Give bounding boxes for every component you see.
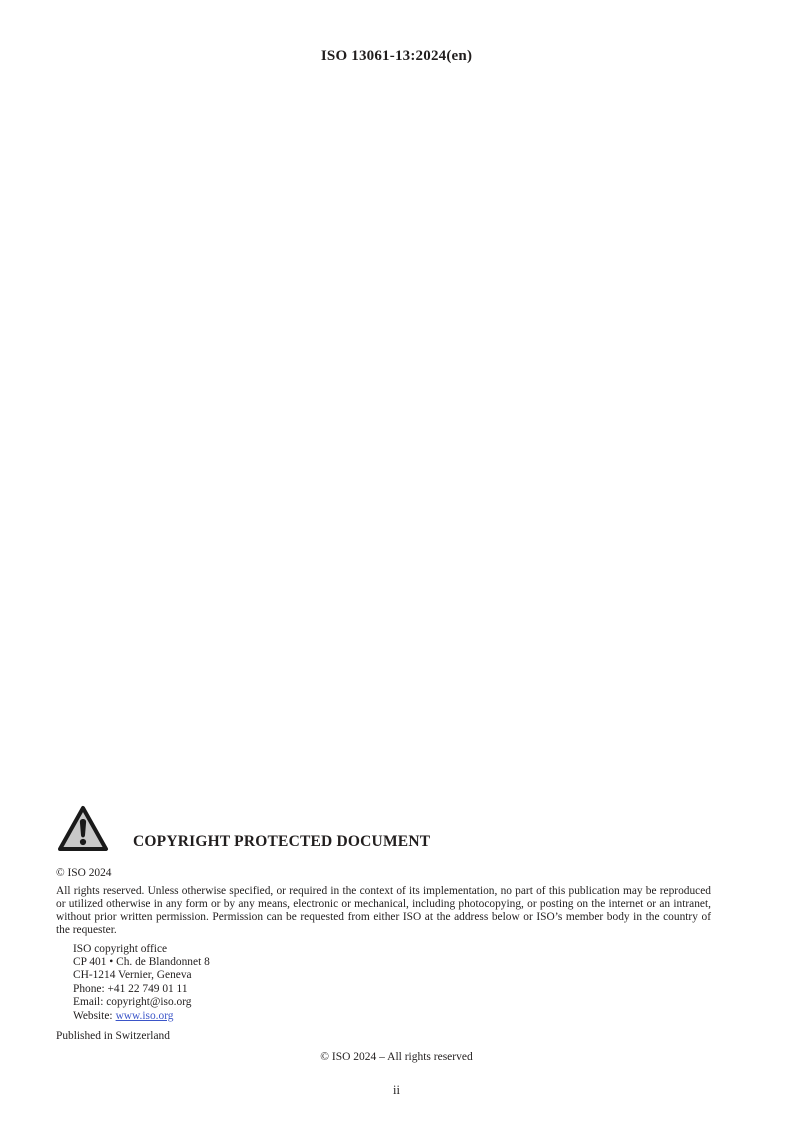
page-number: ii bbox=[393, 1083, 400, 1097]
iso-address-block bbox=[73, 943, 711, 1023]
address-office-line: ISO copyright office bbox=[73, 942, 168, 955]
published-in-line: Published in Switzerland bbox=[56, 1030, 170, 1043]
address-city-line: CH-1214 Vernier, Geneva bbox=[73, 969, 192, 982]
document-header-title: ISO 13061-13:2024(en) bbox=[320, 48, 473, 64]
website-label: Website: bbox=[73, 1009, 113, 1022]
iso-website-link[interactable]: www.iso.org bbox=[115, 1009, 174, 1022]
address-email-line: Email: copyright@iso.org bbox=[73, 996, 192, 1009]
copyright-banner-title: COPYRIGHT PROTECTED DOCUMENT bbox=[133, 833, 431, 850]
copyright-body-text: All rights reserved. Unless otherwise specified, or required in the context of its implementation, no part of this publication may be reproduced or utilized otherwise in any form or by any means, electronic or mechanical, including photocopying, or posting on the internet or an intranet, without prior written permission. Permission can be requested from either ISO at the address below or ISO’s member body in the country of the requester. bbox=[56, 885, 711, 936]
address-phone-line: Phone: +41 22 749 01 11 bbox=[73, 982, 188, 995]
footer-copyright: © ISO 2024 – All rights reserved bbox=[320, 1051, 473, 1063]
address-street-line: CP 401 • Ch. de Blandonnet 8 bbox=[73, 956, 210, 969]
address-website-line bbox=[73, 1010, 711, 1023]
copyright-banner bbox=[56, 804, 711, 854]
warning-triangle-icon bbox=[56, 804, 110, 854]
copyright-year-line: © ISO 2024 bbox=[56, 867, 112, 879]
copyright-section bbox=[56, 804, 711, 1043]
